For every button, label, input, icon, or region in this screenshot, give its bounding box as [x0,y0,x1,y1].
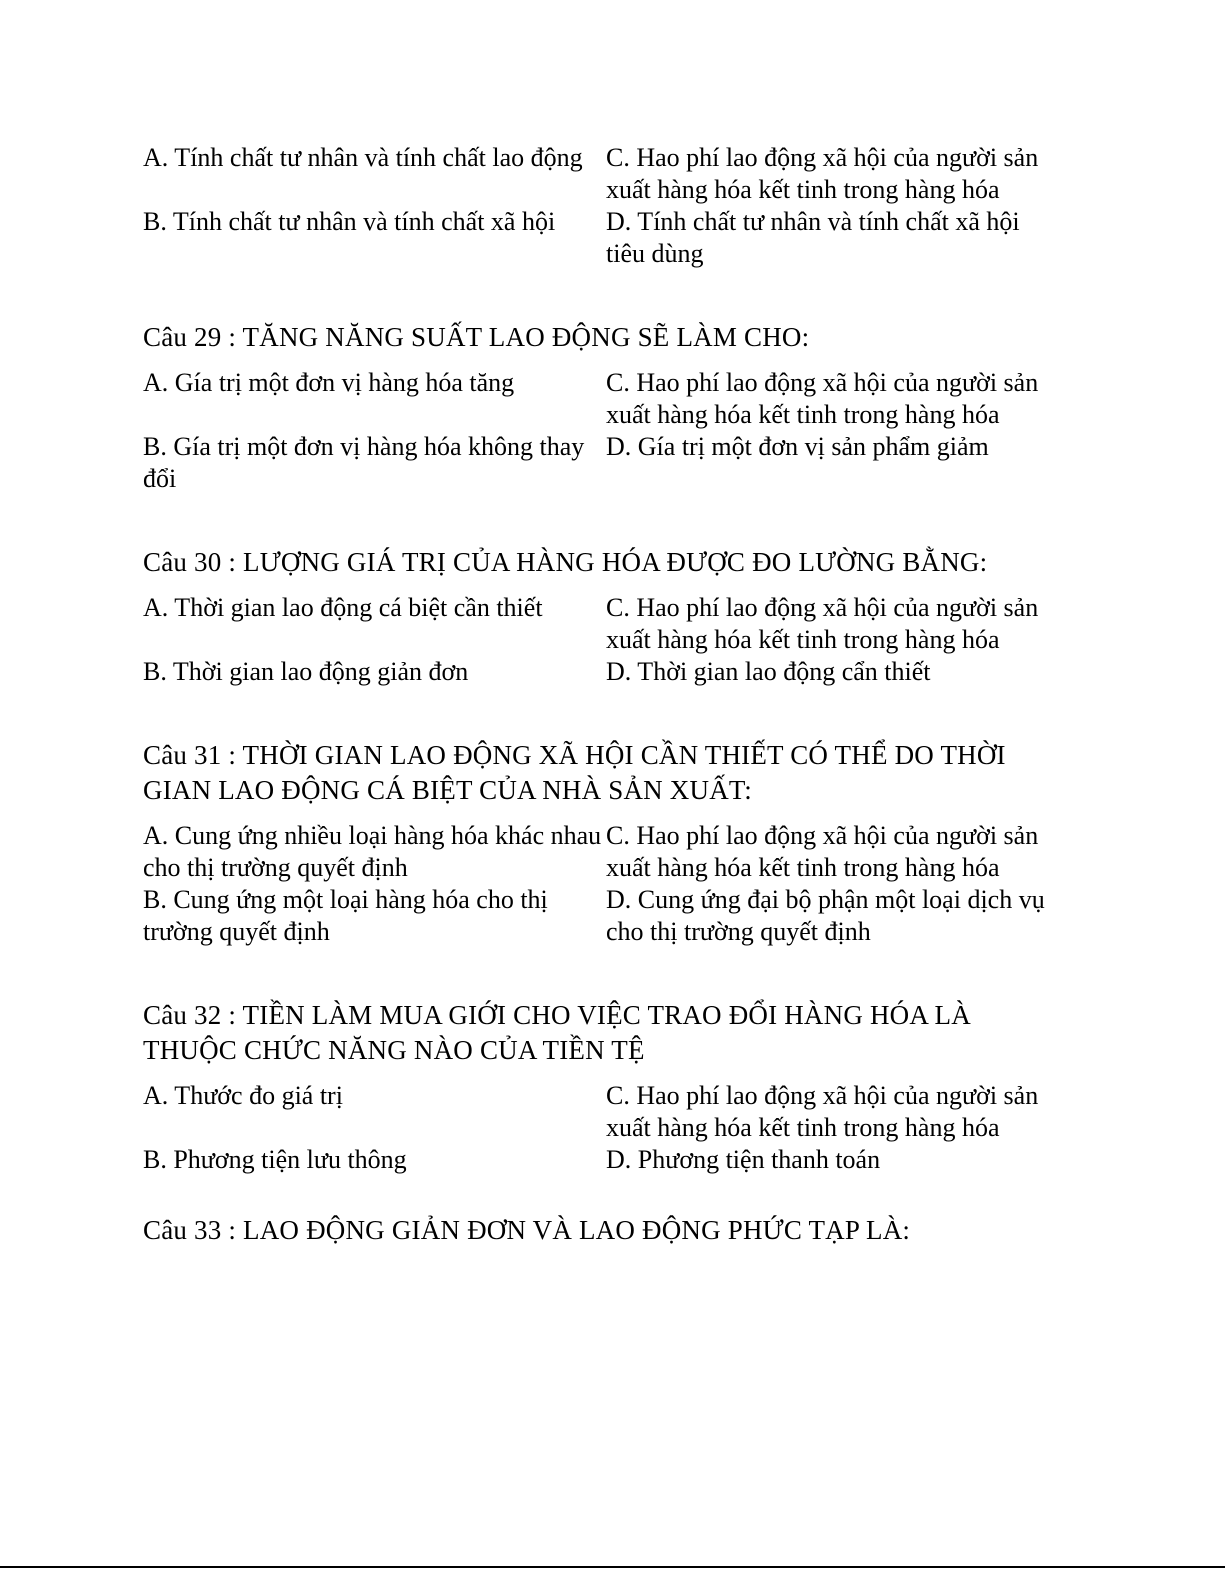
option-a: A. Tính chất tư nhân và tính chất lao động [143,143,583,172]
options-grid-top [143,142,1063,270]
question-title: Câu 32 : TIỀN LÀM MUA GIỚI CHO VIỆC TRAO ĐỔI HÀNG HÓA LÀ THUỘC CHỨC NĂNG NÀO CỦA TIỀN TỆ [143,1000,971,1065]
option-c: C. Hao phí lao động xã hội của người sản xuất hàng hóa kết tinh trong hàng hóa [606,143,1039,204]
question-33-title: Câu 33 : LAO ĐỘNG GIẢN ĐƠN VÀ LAO ĐỘNG PHỨC TẠP LÀ: [143,1215,911,1245]
question-29 [143,320,1063,495]
question-32 [143,998,1063,1176]
option-c: C. Hao phí lao động xã hội của người sản xuất hàng hóa kết tinh trong hàng hóa [606,821,1039,882]
option-b: B. Tính chất tư nhân và tính chất xã hội [143,207,556,236]
option-a: A. Gía trị một đơn vị hàng hóa tăng [143,368,515,397]
option-d: D. Phương tiện thanh toán [606,1145,881,1174]
option-b: B. Gía trị một đơn vị hàng hóa không thay đổi [143,432,585,493]
options-grid [143,1080,1063,1176]
options-grid [143,367,1063,495]
question-title: Câu 30 : LƯỢNG GIÁ TRỊ CỦA HÀNG HÓA ĐƯỢC ĐO LƯỜNG BẰNG: [143,547,988,577]
option-c: C. Hao phí lao động xã hội của người sản xuất hàng hóa kết tinh trong hàng hóa [606,368,1039,429]
options-grid [143,820,1063,948]
option-b: B. Phương tiện lưu thông [143,1145,407,1174]
option-d: D. Tính chất tư nhân và tính chất xã hội tiêu dùng [606,207,1020,268]
option-d: D. Gía trị một đơn vị sản phẩm giảm [606,432,989,461]
option-a: A. Thước đo giá trị [143,1081,343,1110]
option-c: C. Hao phí lao động xã hội của người sản xuất hàng hóa kết tinh trong hàng hóa [606,1081,1039,1142]
question-31 [143,738,1063,948]
option-a: A. Cung ứng nhiều loại hàng hóa khác nhau cho thị trường quyết định [143,821,602,882]
option-b: B. Cung ứng một loại hàng hóa cho thị trường quyết định [143,885,548,946]
options-grid [143,592,1063,688]
option-c: C. Hao phí lao động xã hội của người sản xuất hàng hóa kết tinh trong hàng hóa [606,593,1039,654]
page-bottom-rule [0,1566,1225,1568]
option-d: D. Thời gian lao động cẩn thiết [606,657,931,686]
option-b: B. Thời gian lao động giản đơn [143,657,469,686]
document-page [143,142,1063,1260]
question-30 [143,545,1063,688]
option-a: A. Thời gian lao động cá biệt cần thiết [143,593,543,622]
option-d: D. Cung ứng đại bộ phận một loại dịch vụ cho thị trường quyết định [606,885,1045,946]
question-title: Câu 29 : TĂNG NĂNG SUẤT LAO ĐỘNG SẼ LÀM CHO: [143,322,810,352]
question-title: Câu 31 : THỜI GIAN LAO ĐỘNG XÃ HỘI CẦN THIẾT CÓ THỂ DO THỜI GIAN LAO ĐỘNG CÁ BIỆT CỦA NHÀ SẢN XUẤT: [143,740,1006,805]
